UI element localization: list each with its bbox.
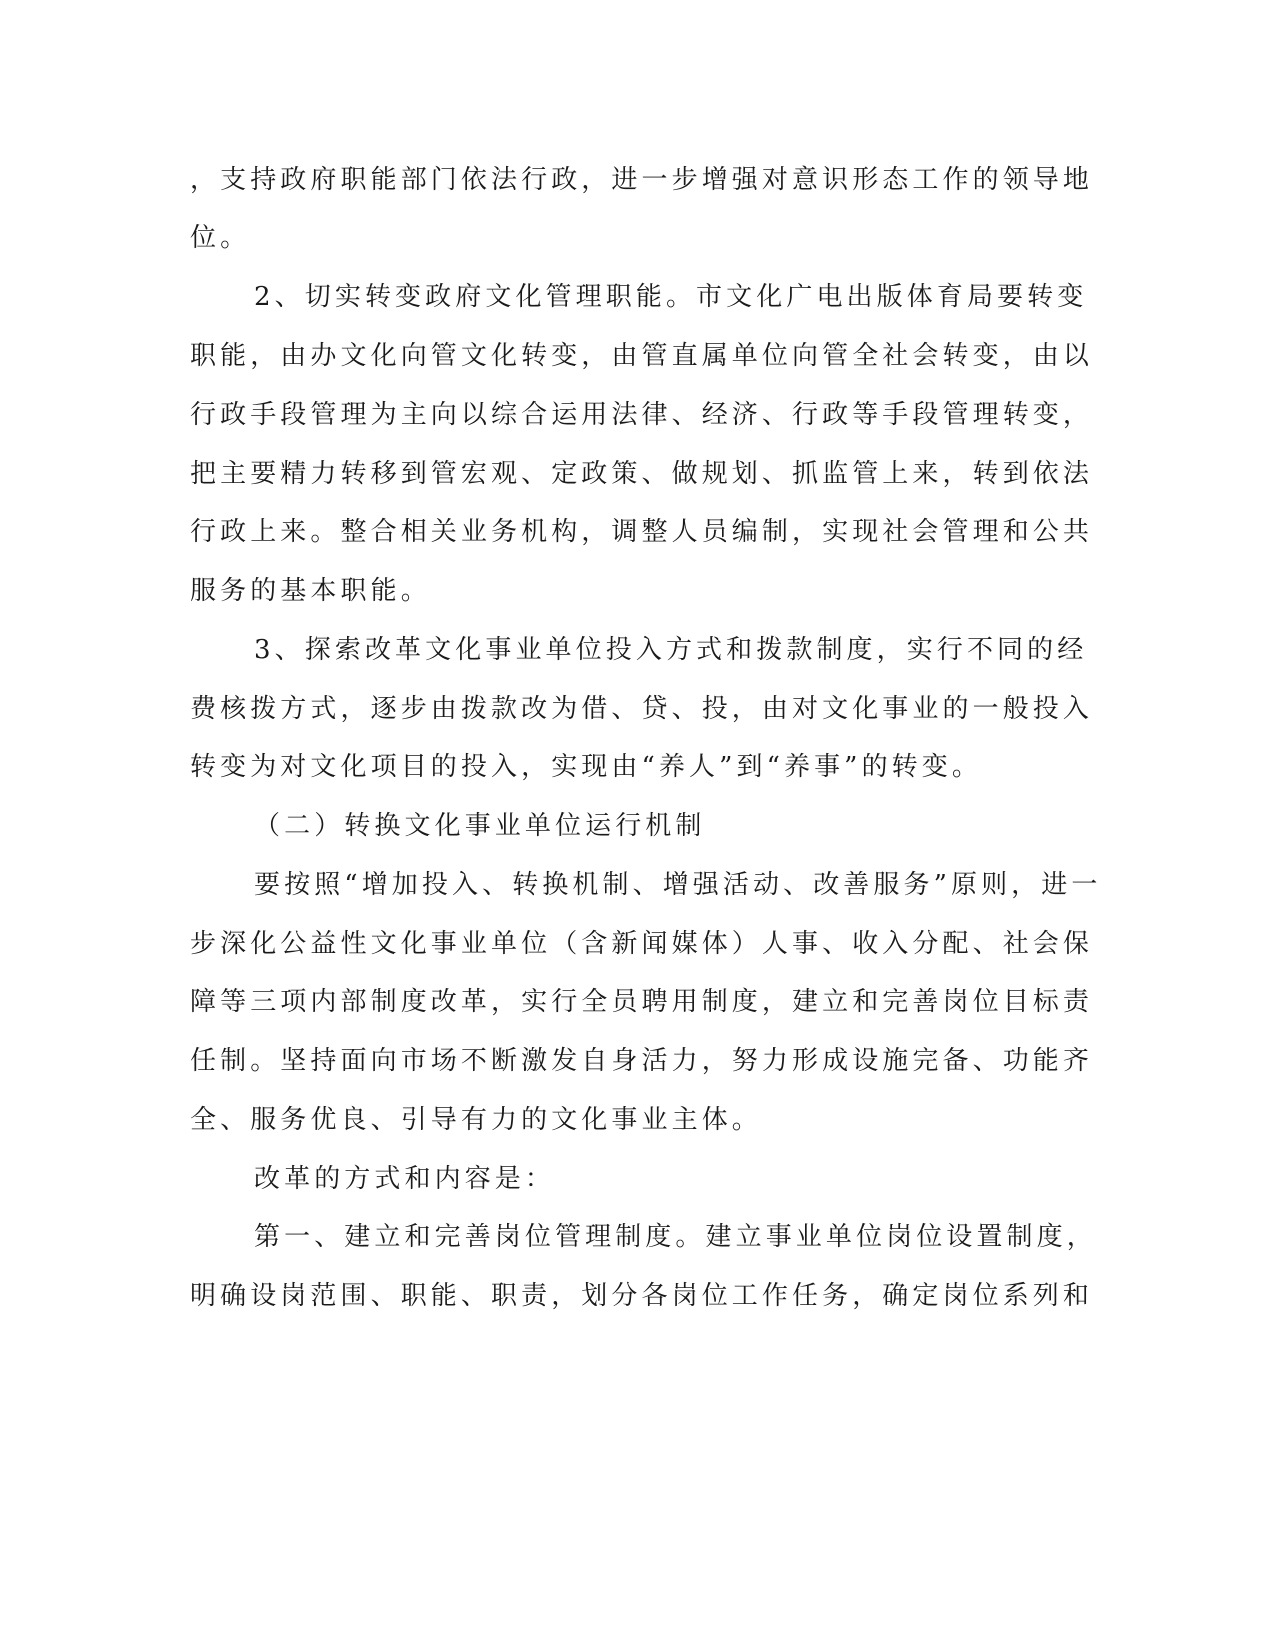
text-line: 障等三项内部制度改革，实行全员聘用制度，建立和完善岗位目标责 [190,987,1094,1017]
text-line: 明确设岗范围、职能、职责，划分各岗位工作任务，确定岗位系列和 [190,1281,1094,1311]
text-line: 任制。坚持面向市场不断激发自身活力，努力形成设施完备、功能齐 [190,1046,1094,1076]
text-line: 把主要精力转移到管宏观、定政策、做规划、抓监管上来，转到依法 [190,459,1094,489]
text-line: ，支持政府职能部门依法行政，进一步增强对意识形态工作的领导地 [190,165,1094,195]
paragraph-first-line: 要按照“增加投入、转换机制、增强活动、改善服务”原则，进一 [254,870,1102,900]
text-line: 服务的基本职能。 [190,576,431,606]
text-line: 转变为对文化项目的投入，实现由“养人”到“养事”的转变。 [190,752,982,782]
text-line: 行政上来。整合相关业务机构，调整人员编制，实现社会管理和公共 [190,517,1094,547]
paragraph-first-line: 第一、建立和完善岗位管理制度。建立事业单位岗位设置制度， [254,1222,1097,1252]
text-line: 职能，由办文化向管文化转变，由管直属单位向管全社会转变，由以 [190,341,1094,371]
paragraph-first-line: 2、切实转变政府文化管理职能。市文化广电出版体育局要转变 [254,282,1088,312]
paragraph-first-line: 改革的方式和内容是： [254,1164,556,1194]
text-line: 全、服务优良、引导有力的文化事业主体。 [190,1105,762,1135]
text-line: 位。 [190,223,251,253]
text-line: 费核拨方式，逐步由拨款改为借、贷、投，由对文化事业的一般投入 [190,694,1094,724]
text-line: 步深化公益性文化事业单位（含新闻媒体）人事、收入分配、社会保 [190,929,1094,959]
section-heading: （二）转换文化事业单位运行机制 [254,811,706,841]
paragraph-first-line: 3、探索改革文化事业单位投入方式和拨款制度，实行不同的经 [254,635,1088,665]
text-line: 行政手段管理为主向以综合运用法律、经济、行政等手段管理转变， [190,400,1094,430]
